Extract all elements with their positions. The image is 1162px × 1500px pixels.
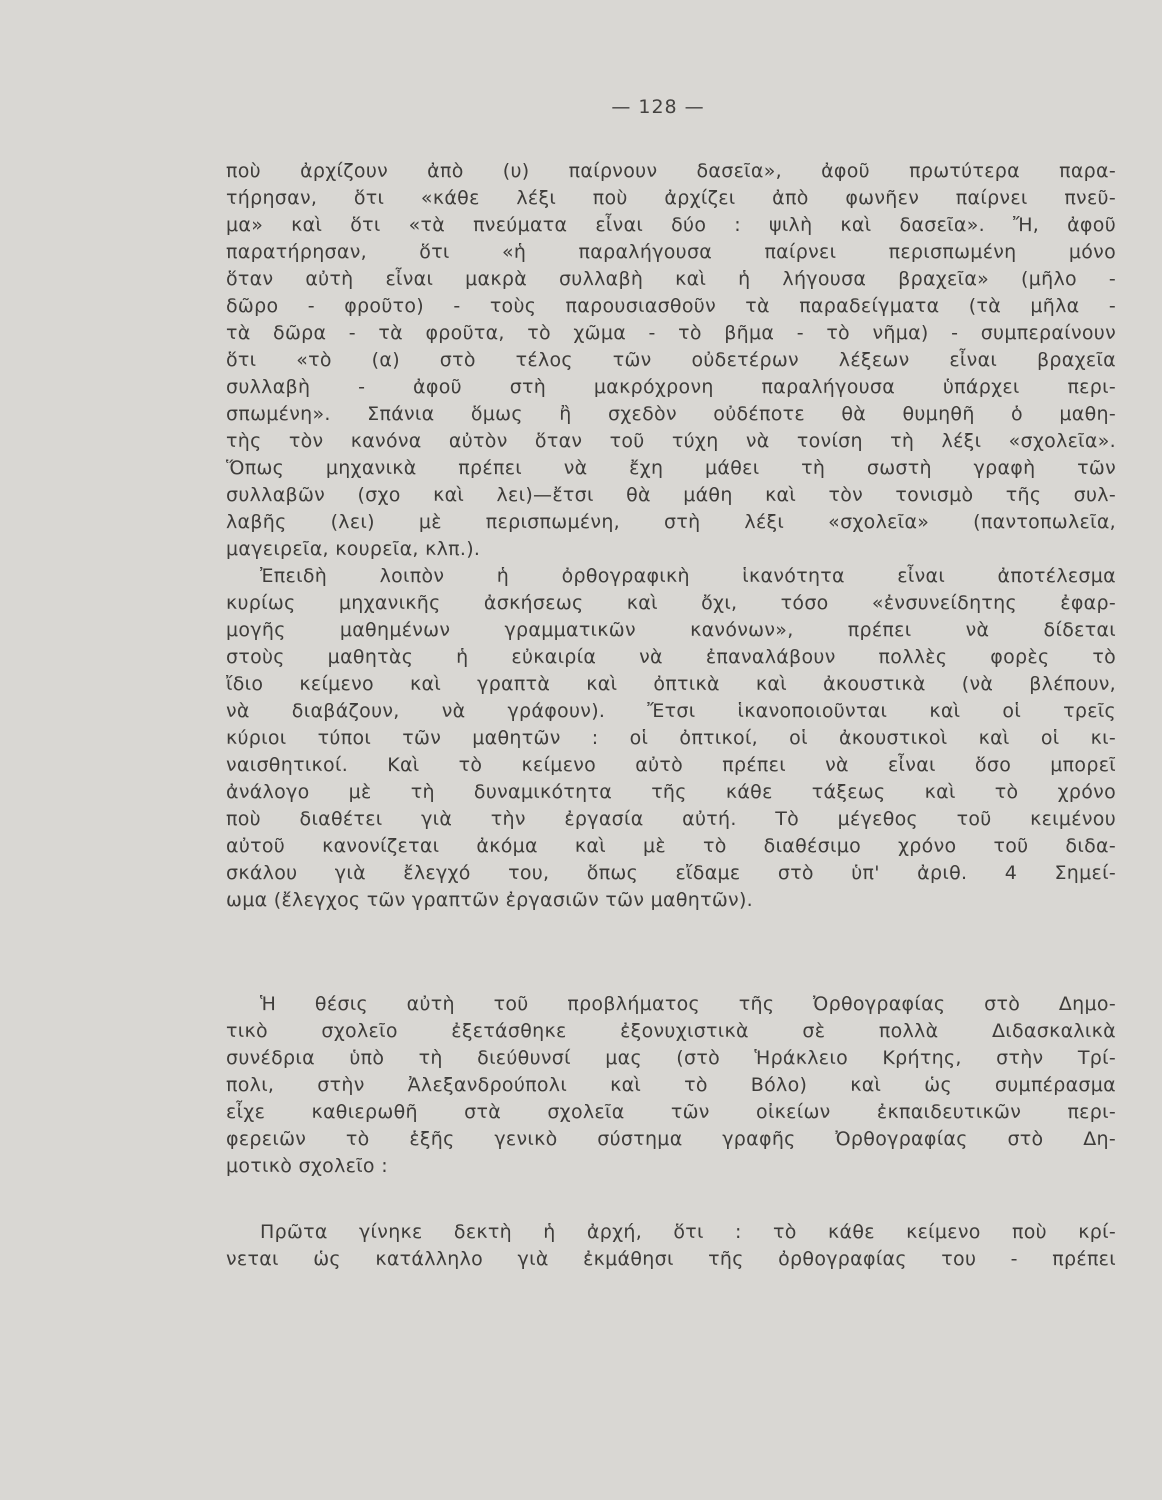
text-line: νὰ διαβάζουν, νὰ γράφουν). Ἔτσι ἱκανοποιοῦνται καὶ οἱ τρεῖς [226, 700, 1116, 722]
text-line: σπωμένη». Σπάνια ὅμως ἢ σχεδὸν οὐδέποτε θὰ θυμηθῆ ὁ μαθη- [226, 403, 1116, 425]
text-line: Ἡ θέσις αὐτὴ τοῦ προβλήματος τῆς Ὀρθογραφίας στὸ Δημο- [260, 993, 1116, 1015]
text-line: εἶχε καθιερωθῆ στὰ σχολεῖα τῶν οἰκείων ἐκπαιδευτικῶν περι- [226, 1101, 1116, 1123]
text-line: ποὺ ἀρχίζουν ἀπὸ (υ) παίρνουν δασεῖα», ἀφοῦ πρωτύτερα παρα- [226, 160, 1116, 182]
text-line: μαγειρεῖα, κουρεῖα, κλπ.). [226, 538, 481, 560]
text-line: μα» καὶ ὅτι «τὰ πνεύματα εἶναι δύο : ψιλὴ καὶ δασεῖα». Ἤ, ἀφοῦ [226, 214, 1116, 236]
paragraph-2 [226, 991, 1116, 1180]
text-line: κυρίως μηχανικῆς ἀσκήσεως καὶ ὄχι, τόσο «ἐνσυνείδητης ἐφαρ- [226, 592, 1116, 614]
text-line: συλλαβῶν (σχο καὶ λει)—ἔτσι θὰ μάθη καὶ τὸν τονισμὸ τῆς συλ- [226, 484, 1116, 506]
text-line: αὐτοῦ κανονίζεται ἀκόμα καὶ μὲ τὸ διαθέσιμο χρόνο τοῦ διδα- [226, 835, 1116, 857]
text-line: ωμα (ἔλεγχος τῶν γραπτῶν ἐργασιῶν τῶν μαθητῶν). [226, 889, 753, 911]
text-line: δῶρο - φροῦτο) - τοὺς παρουσιασθοῦν τὰ παραδείγματα (τὰ μῆλα - [226, 295, 1116, 317]
text-line: ὅτι «τὸ (α) στὸ τέλος τῶν οὐδετέρων λέξεων εἶναι βραχεῖα [226, 349, 1116, 371]
text-line: σκάλου γιὰ ἔλεγχό του, ὅπως εἴδαμε στὸ ὑπ' ἀριθ. 4 Σημεί- [226, 862, 1116, 884]
text-line: ναισθητικοί. Καὶ τὸ κείμενο αὐτὸ πρέπει νὰ εἶναι ὅσο μπορεῖ [226, 754, 1116, 776]
text-line: Ὅπως μηχανικὰ πρέπει νὰ ἔχη μάθει τὴ σωστὴ γραφὴ τῶν [226, 457, 1116, 479]
text-line: Ἐπειδὴ λοιπὸν ἡ ὀρθογραφικὴ ἱκανότητα εἶναι ἀποτέλεσμα [260, 565, 1116, 587]
text-line: συλλαβὴ - ἀφοῦ στὴ μακρόχρονη παραλήγουσα ὑπάρχει περι- [226, 376, 1116, 398]
text-line: ἀνάλογο μὲ τὴ δυναμικότητα τῆς κάθε τάξεως καὶ τὸ χρόνο [226, 781, 1116, 803]
text-line: κύριοι τύποι τῶν μαθητῶν : οἱ ὀπτικοί, οἱ ἀκουστικοὶ καὶ οἱ κι- [226, 727, 1116, 749]
paragraph-3 [226, 1219, 1116, 1273]
text-line: πολι, στὴν Ἀλεξανδρούπολι καὶ τὸ Βόλο) καὶ ὡς συμπέρασμα [226, 1074, 1116, 1096]
text-line: μογῆς μαθημένων γραμματικῶν κανόνων», πρέπει νὰ δίδεται [226, 619, 1116, 641]
text-line: τήρησαν, ὅτι «κάθε λέξι ποὺ ἀρχίζει ἀπὸ φωνῆεν παίρνει πνεῦ- [226, 187, 1116, 209]
text-line: Πρῶτα γίνηκε δεκτὴ ἡ ἀρχή, ὅτι : τὸ κάθε κείμενο ποὺ κρί- [260, 1221, 1116, 1243]
text-line: συνέδρια ὑπὸ τὴ διεύθυνσί μας (στὸ Ἡράκλειο Κρήτης, στὴν Τρί- [226, 1047, 1116, 1069]
text-line: μοτικὸ σχολεῖο : [226, 1155, 388, 1177]
text-line: τικὸ σχολεῖο ἐξετάσθηκε ἐξονυχιστικὰ σὲ πολλὰ Διδασκαλικὰ [226, 1020, 1116, 1042]
text-line: τὴς τὸν κανόνα αὐτὸν ὅταν τοῦ τύχη νὰ τονίση τὴ λέξι «σχολεῖα». [226, 430, 1116, 452]
text-line: στοὺς μαθητὰς ἡ εὐκαιρία νὰ ἐπαναλάβουν πολλὲς φορὲς τὸ [226, 646, 1116, 668]
text-line: ἴδιο κείμενο καὶ γραπτὰ καὶ ὀπτικὰ καὶ ἀκουστικὰ (νὰ βλέπουν, [226, 673, 1116, 695]
text-line: φερειῶν τὸ ἑξῆς γενικὸ σύστημα γραφῆς Ὀρθογραφίας στὸ Δη- [226, 1128, 1116, 1150]
text-line: ποὺ διαθέτει γιὰ τὴν ἐργασία αὐτή. Τὸ μέγεθος τοῦ κειμένου [226, 808, 1116, 830]
text-line: παρατήρησαν, ὅτι «ἡ παραλήγουσα παίρνει περισπωμένη μόνο [226, 241, 1116, 263]
text-line: τὰ δῶρα - τὰ φροῦτα, τὸ χῶμα - τὸ βῆμα - τὸ νῆμα) - συμπεραίνουν [226, 322, 1116, 344]
text-line: ὅταν αὐτὴ εἶναι μακρὰ συλλαβὴ καὶ ἡ λήγουσα βραχεῖα» (μῆλο - [226, 268, 1116, 290]
paragraph-1 [226, 158, 1116, 914]
text-line: λαβῆς (λει) μὲ περισπωμένη, στὴ λέξι «σχολεῖα» (παντοπωλεῖα, [226, 511, 1116, 533]
text-line: νεται ὡς κατάλληλο γιὰ ἐκμάθησι τῆς ὀρθογραφίας του - πρέπει [226, 1248, 1116, 1270]
page-number: — 128 — [611, 96, 705, 118]
